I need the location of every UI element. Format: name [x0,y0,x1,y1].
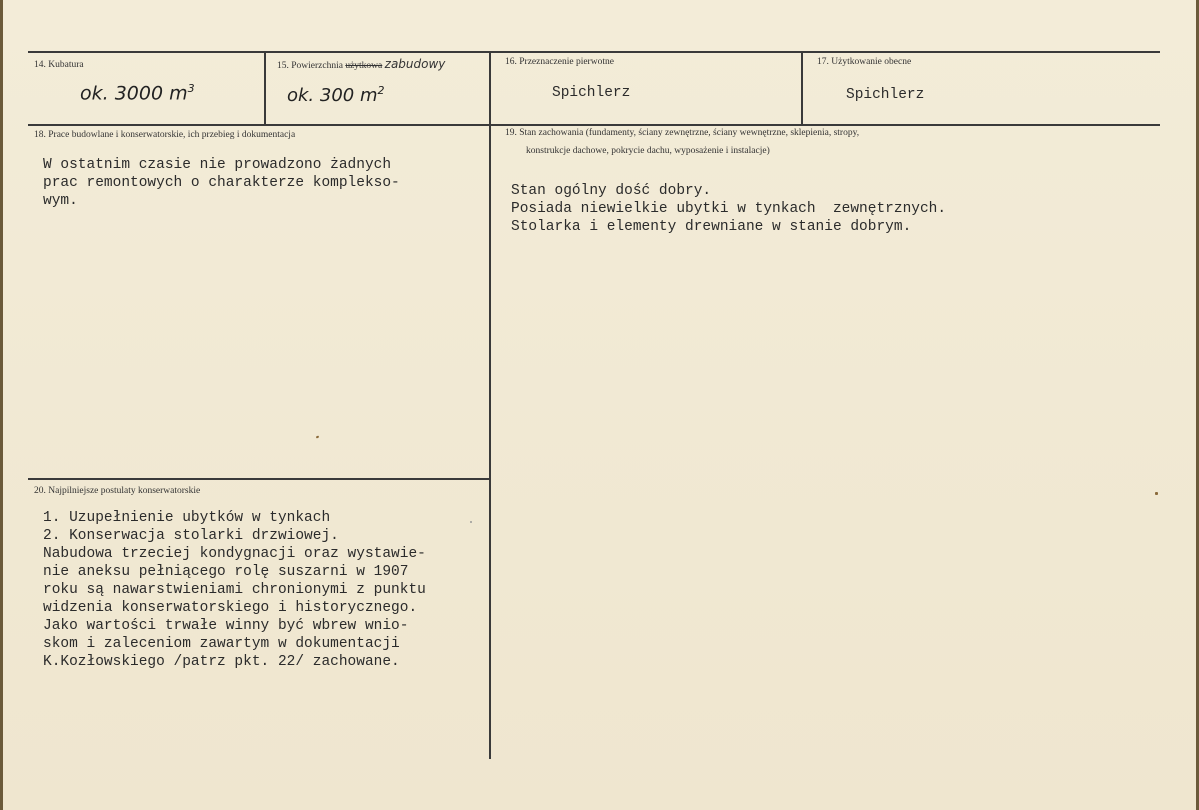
text-line: 2. Konserwacja stolarki drzwiowej. [43,528,339,544]
text-line: wym. [43,193,78,209]
field-16-value: Spichlerz [552,85,631,101]
field-14-value: ok. 3000 $m^3$ [80,82,195,105]
paper-speck [316,435,320,438]
paper-speck [1155,492,1158,495]
field-14-label: 14. Kubatura [34,60,84,70]
divider-15-16 [489,51,491,759]
paper-speck [470,521,472,523]
struck-word: użytkowa [345,61,383,71]
text-line: Stolarka i elementy drewniane w stanie dobrym. [511,219,912,235]
text-line: roku są nawarstwieniami chronionymi z punktu [43,582,426,598]
page-edge-left [0,0,3,810]
text-line: Stan ogólny dość dobry. [511,183,712,199]
text-line: Posiada niewielkie ubytki w tynkach zewnętrznych. [511,201,947,217]
text-line: W ostatnim czasie nie prowadzono żadnych [43,157,392,173]
divider-16-17 [801,51,803,125]
text-line: Nabudowa trzeciej kondygnacji oraz wystawie- [43,546,426,562]
text-line: Jako wartości trwałe winny być wbrew wnio- [43,618,409,634]
top-rule [28,51,1160,53]
field-19-label-line1: 19. Stan zachowania (fundamenty, ściany zewnętrzne, ściany wewnętrzne, sklepienia, stropy, [505,128,860,138]
field-16-label: 16. Przeznaczenie pierwotne [505,57,614,67]
field-18-label: 18. Prace budowlane i konserwatorskie, ich przebieg i dokumentacja [34,130,296,140]
field-15-value: ok. 300 $m^2$ [287,84,385,106]
section20-rule [28,478,490,480]
field-15-label: 15. Powierzchnia użytkowa zabudowy [277,57,446,71]
text-line: widzenia konserwatorskiego i historycznego. [43,600,418,616]
field-20-label: 20. Najpilniejsze postulaty konserwatorskie [34,486,201,496]
divider-14-15 [264,51,266,125]
text-line: 1. Uzupełnienie ubytków w tynkach [43,510,331,526]
text-line: nie aneksu pełniącego rolę suszarni w 1907 [43,564,409,580]
row1-rule [28,124,1160,126]
field-17-value: Spichlerz [846,87,925,103]
text-line: prac remontowych o charakterze komplekso- [43,175,400,191]
handwritten-correction: zabudowy [384,57,446,71]
field-17-label: 17. Użytkowanie obecne [817,57,912,67]
text-line: skom i zaleceniom zawartym w dokumentacji [43,636,400,652]
field-19-label-line2: konstrukcje dachowe, pokrycie dachu, wyposażenie i instalacje) [526,146,770,156]
text-line: K.Kozłowskiego /patrz pkt. 22/ zachowane. [43,654,400,670]
